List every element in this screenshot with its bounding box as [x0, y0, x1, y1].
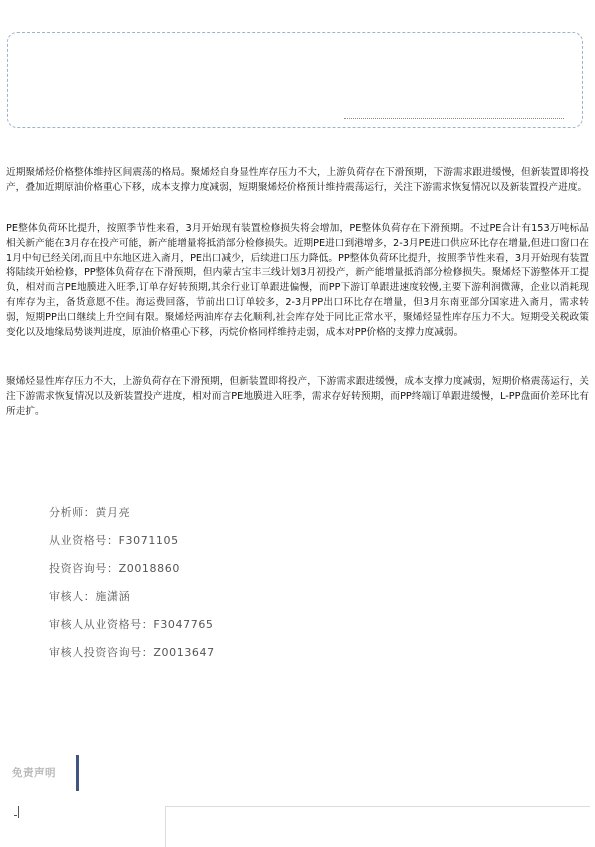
reviewer-qualification: 审核人从业资格号：F3047765 [49, 618, 214, 631]
corner-mark [18, 806, 19, 818]
corner-mark-small [14, 815, 17, 816]
header-dotted-rule [344, 118, 564, 119]
analyst-consulting-number: 投资咨询号：Z0018860 [49, 562, 180, 575]
header-frame [7, 32, 583, 128]
analysis-paragraph: PE整体负荷环比提升，按照季节性来看，3月开始现有装置检修损失将会增加，PE整体负荷存在下滑预期。不过PE合计有153万吨标品相关新产能在3月存在投产可能，新产能增量将抵消部分检修损失。近期PE进口到港增多，2-3月PE进口供应环比存在增量,但进口窗口在1月中旬已经关闭,而且中东地区进入斋月，PE出口减少，后续进口压力降低。PP整体负荷环比提升，按照季节性来看，3月开始现有装置将陆续开始检修，PP整体负荷存在下滑预期，但内蒙古宝丰三线计划3月初投产，新产能增量抵消部分检修损失。聚烯烃下游整体开工提负，相对而言PE地膜进入旺季,订单存好转预期,其余行业订单跟进偏慢，而PP下游订单跟进速度较慢,主要下游利润微薄，企业以消耗现有库存为主，备货意愿不佳。海运费回落，节前出口订单较多，2-3月PP出口环比存在增量，但3月东南亚部分国家进入斋月，需求转弱，短期PP出口继续上升空间有限。聚烯烃两油库存去化顺利,社会库存处于同比正常水平，聚烯烃显性库存压力不大。短期受关税政策变化以及地缘局势谈判进度，原油价格重心下移，丙烷价格同样维持走弱，成本对PP价格的支撑力度减弱。 [6, 223, 589, 338]
analyst-qualification: 从业资格号：F3071105 [49, 534, 179, 547]
disclaimer-heading: 免责声明 [12, 767, 56, 779]
disclaimer-box [165, 806, 590, 847]
disclaimer-accent-bar [76, 755, 79, 791]
analyst-name: 分析师：黄月亮 [49, 506, 131, 519]
outlook-paragraph: 聚烯烃显性库存压力不大，上游负荷存在下滑预期，但新装置即将投产，下游需求跟进缓慢，成本支撑力度减弱，短期价格震荡运行，关注下游需求恢复情况以及新装置投产进度，相对而言PE地膜进入旺季，需求存好转预期，而PP终端订单跟进缓慢，L-PP盘面价差环比有所走扩。 [6, 376, 589, 417]
reviewer-consulting-number: 审核人投资咨询号：Z0013647 [49, 646, 215, 659]
summary-paragraph: 近期聚烯烃价格整体维持区间震荡的格局。聚烯烃自身显性库存压力不大，上游负荷存在下滑预期，下游需求跟进缓慢，但新装置即将投产，叠加近期原油价格重心下移，成本支撑力度减弱，短期聚烯烃价格预计维持震荡运行，关注下游需求恢复情况以及新装置投产进度。 [6, 167, 589, 193]
reviewer-name: 审核人：施潇涵 [49, 590, 131, 603]
